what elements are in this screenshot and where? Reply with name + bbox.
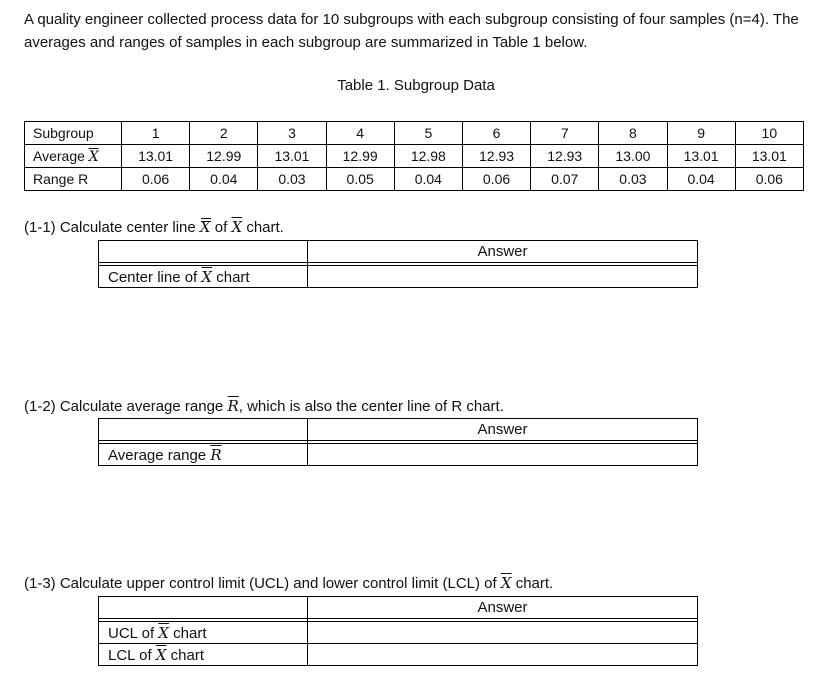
lcl-label-suffix: chart: [166, 646, 205, 664]
average-cell: 12.93: [462, 145, 530, 168]
q1-text-mid: of: [210, 219, 232, 236]
subgroup-cell: 9: [667, 122, 735, 145]
average-cell: 13.01: [122, 145, 190, 168]
average-range-label-text: Average range: [108, 446, 211, 464]
question-1-3: [24, 574, 553, 592]
r-bar-symbol: $\overline{R}$: [210, 445, 222, 464]
subgroup-cell: 3: [258, 122, 326, 145]
lcl-label-text: LCL of: [108, 646, 156, 664]
average-cell: 12.99: [190, 145, 258, 168]
answer-table-1-3: [98, 596, 698, 666]
subgroup-cell: 6: [462, 122, 530, 145]
subgroup-cell: 4: [326, 122, 394, 145]
average-cell: 12.93: [531, 145, 599, 168]
subgroup-cell: 5: [394, 122, 462, 145]
answer-header: Answer: [308, 241, 698, 263]
lcl-label: [99, 644, 308, 666]
average-cell: 13.01: [667, 145, 735, 168]
center-line-label-suffix: chart: [212, 268, 250, 286]
subgroup-data-table: [24, 121, 804, 191]
subgroup-row: [25, 122, 804, 145]
range-cell: 0.06: [122, 168, 190, 191]
range-cell: 0.04: [190, 168, 258, 191]
ucl-answer-input[interactable]: [308, 622, 698, 644]
average-range-answer-input[interactable]: [308, 444, 698, 466]
header-blank-cell: [99, 241, 308, 263]
subgroup-cell: 1: [122, 122, 190, 145]
ucl-label: [99, 622, 308, 644]
range-cell: 0.03: [599, 168, 667, 191]
average-cell: 13.01: [735, 145, 803, 168]
ucl-label-text: UCL of: [108, 624, 159, 642]
question-1-2: [24, 397, 504, 415]
lcl-answer-input[interactable]: [308, 644, 698, 666]
intro-paragraph: A quality engineer collected process data for 10 subgroups with each subgroup consisting of four samples (n=4). The averages and ranges of samples in each subgroup are summarized in Table 1 below.: [24, 11, 799, 51]
subgroup-cell: 2: [190, 122, 258, 145]
q2-text-prefix: (1-2) Calculate average range: [24, 398, 228, 415]
range-label: Range R: [25, 168, 122, 191]
x-bar-symbol: $\overline{X}$: [158, 623, 169, 642]
average-cell: 12.98: [394, 145, 462, 168]
subgroup-cell: 8: [599, 122, 667, 145]
answer-table-1-2: [98, 418, 698, 466]
header-blank-cell: [99, 419, 308, 441]
answer-header: Answer: [308, 419, 698, 441]
center-line-label-text: Center line of: [108, 268, 202, 286]
range-cell: 0.07: [531, 168, 599, 191]
center-line-label: [99, 266, 308, 288]
question-1-1: [24, 218, 284, 236]
center-line-answer-input[interactable]: [308, 266, 698, 288]
subgroup-cell: 10: [735, 122, 803, 145]
range-cell: 0.06: [462, 168, 530, 191]
x-bar-symbol: $\overline{X}$: [201, 267, 213, 286]
average-row: [25, 145, 804, 168]
range-row: [25, 168, 804, 191]
x-bar-symbol: $\overline{X}$: [231, 218, 243, 236]
range-cell: 0.04: [394, 168, 462, 191]
x-bar-symbol: $\overline{X}$: [500, 574, 512, 592]
average-cell: 12.99: [326, 145, 394, 168]
range-cell: 0.04: [667, 168, 735, 191]
average-label-text: Average: [33, 147, 85, 164]
ucl-label-suffix: chart: [168, 624, 207, 642]
q3-text-suffix: chart.: [511, 575, 554, 592]
range-cell: 0.03: [258, 168, 326, 191]
average-cell: 13.01: [258, 145, 326, 168]
table-caption: Table 1. Subgroup Data: [337, 77, 495, 94]
average-range-label: [99, 444, 308, 466]
q3-text-prefix: (1-3) Calculate upper control limit (UCL) and lower control limit (LCL) of: [24, 575, 501, 592]
x-bar-symbol: $\overline{X}$: [155, 645, 167, 664]
q2-text-suffix: , which is also the center line of R chart.: [238, 398, 504, 415]
answer-header: Answer: [308, 597, 698, 619]
header-blank-cell: [99, 597, 308, 619]
x-bar-symbol: $\overline{X}$: [88, 148, 99, 165]
q1-text-prefix: (1-1) Calculate center line: [24, 219, 200, 236]
q1-text-suffix: chart.: [242, 219, 284, 236]
r-bar-symbol: $\overline{R}$: [227, 397, 239, 415]
x-double-bar-symbol: X: [199, 218, 211, 236]
subgroup-cell: 7: [531, 122, 599, 145]
subgroup-label: Subgroup: [25, 122, 122, 145]
answer-table-1-1: [98, 240, 698, 288]
average-cell: 13.00: [599, 145, 667, 168]
average-label: [25, 145, 122, 168]
range-cell: 0.05: [326, 168, 394, 191]
range-cell: 0.06: [735, 168, 803, 191]
